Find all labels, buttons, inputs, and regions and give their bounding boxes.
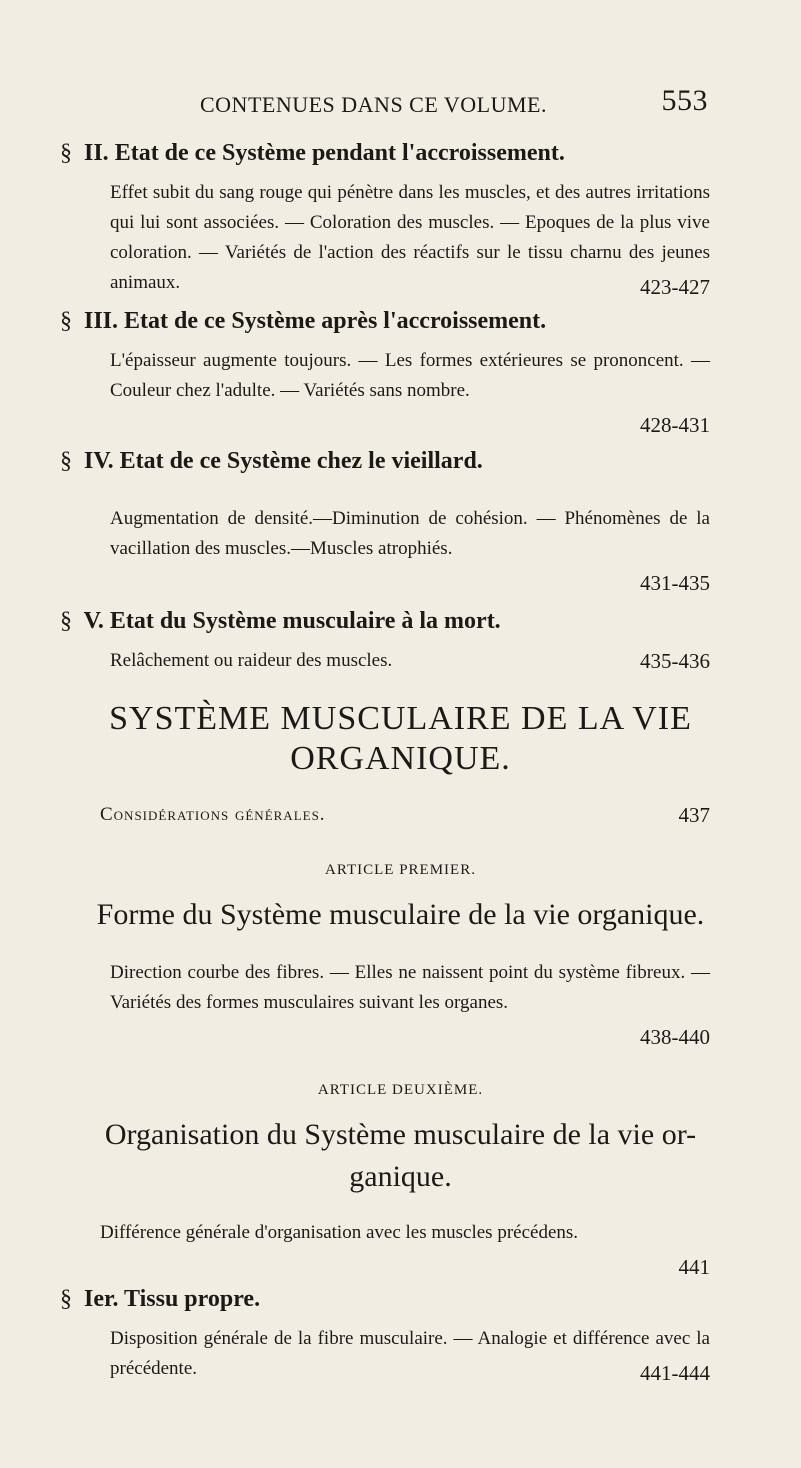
section-mark: § xyxy=(60,140,72,166)
section-heading-iv xyxy=(60,448,740,475)
page-range: 437 xyxy=(678,803,710,827)
article-2-title-line-1: Organisation du Système musculaire de la vie or- xyxy=(104,1118,697,1151)
summary-text: Augmentation de densité.—Diminution de cohésion. — Phénomènes de la vacillation des muscles.—Muscles atrophiés. xyxy=(110,508,710,559)
page-range: 438-440 xyxy=(640,1025,710,1049)
summary-text: Relâchement ou raideur des muscles. xyxy=(110,650,393,671)
section-title: Etat de ce Système après l'accroissement. xyxy=(124,308,547,334)
section-heading-ii xyxy=(60,140,740,167)
section-label: IV. xyxy=(84,448,114,474)
summary-text: Effet subit du sang rouge qui pénètre dans les muscles, et des autres irritations qui lui sont associées. — Coloration des muscles. — Epoques de la plus vive coloration. — Variétés de l'action des réactifs sur le tissu charnu des jeunes animaux. xyxy=(110,182,710,293)
section-label: Ier. xyxy=(84,1286,119,1312)
section-summary-iv xyxy=(110,504,710,595)
section-summary-ii xyxy=(110,178,710,298)
considerations-label: Considérations générales. xyxy=(100,804,326,825)
page-range: 441-444 xyxy=(640,1361,710,1385)
summary-text: Direction courbe des fibres. — Elles ne naissent point du système fibreux. — Variétés des formes musculaires suivant les organes. xyxy=(110,962,710,1013)
running-head-title: CONTENUES DANS CE VOLUME. xyxy=(200,92,547,117)
article-2-title-line-2: ganique. xyxy=(349,1160,452,1193)
considerations-entry xyxy=(100,800,710,830)
page-range: 423-427 xyxy=(640,275,710,299)
section-mark: § xyxy=(60,608,72,634)
main-title-line-2: ORGANIQUE. xyxy=(290,740,511,777)
section-mark: § xyxy=(60,308,72,334)
section-summary-i xyxy=(110,1324,710,1384)
section-heading-iii xyxy=(60,308,740,335)
section-summary-iii xyxy=(110,346,710,437)
page-range: 435-436 xyxy=(640,649,710,673)
article-2-heading: ARTICLE DEUXIÈME. xyxy=(317,1082,484,1098)
page-range: 428-431 xyxy=(640,413,710,437)
section-label: II. xyxy=(84,140,109,166)
article-2-summary xyxy=(100,1218,710,1279)
section-mark: § xyxy=(60,448,72,474)
section-label: III. xyxy=(84,308,119,334)
summary-text: Disposition générale de la fibre musculaire. — Analogie et différence avec la précédente. xyxy=(110,1328,710,1379)
page-number: 553 xyxy=(661,84,708,117)
section-summary-v xyxy=(110,646,710,676)
article-1-summary xyxy=(110,958,710,1049)
section-mark: § xyxy=(60,1286,72,1312)
section-label: V. xyxy=(83,608,104,634)
article-1-heading: ARTICLE PREMIER. xyxy=(325,862,476,878)
page-range: 431-435 xyxy=(640,571,710,595)
section-title: Etat du Système musculaire à la mort. xyxy=(109,608,501,634)
section-heading-i xyxy=(60,1286,740,1313)
article-1-title: Forme du Système musculaire de la vie organique. xyxy=(96,898,705,931)
summary-text: Différence générale d'organisation avec les muscles précédens. xyxy=(100,1222,579,1243)
section-title: Tissu propre. xyxy=(124,1286,261,1312)
page-range: 441 xyxy=(678,1255,710,1279)
summary-text: L'épaisseur augmente toujours. — Les formes extérieures se prononcent. — Couleur chez l'adulte. — Variétés sans nombre. xyxy=(110,350,710,401)
section-heading-v xyxy=(60,608,740,635)
section-title: Etat de ce Système pendant l'accroissement. xyxy=(114,140,565,166)
main-title-line-1: SYSTÈME MUSCULAIRE DE LA VIE xyxy=(109,700,692,737)
section-title: Etat de ce Système chez le vieillard. xyxy=(119,448,483,474)
